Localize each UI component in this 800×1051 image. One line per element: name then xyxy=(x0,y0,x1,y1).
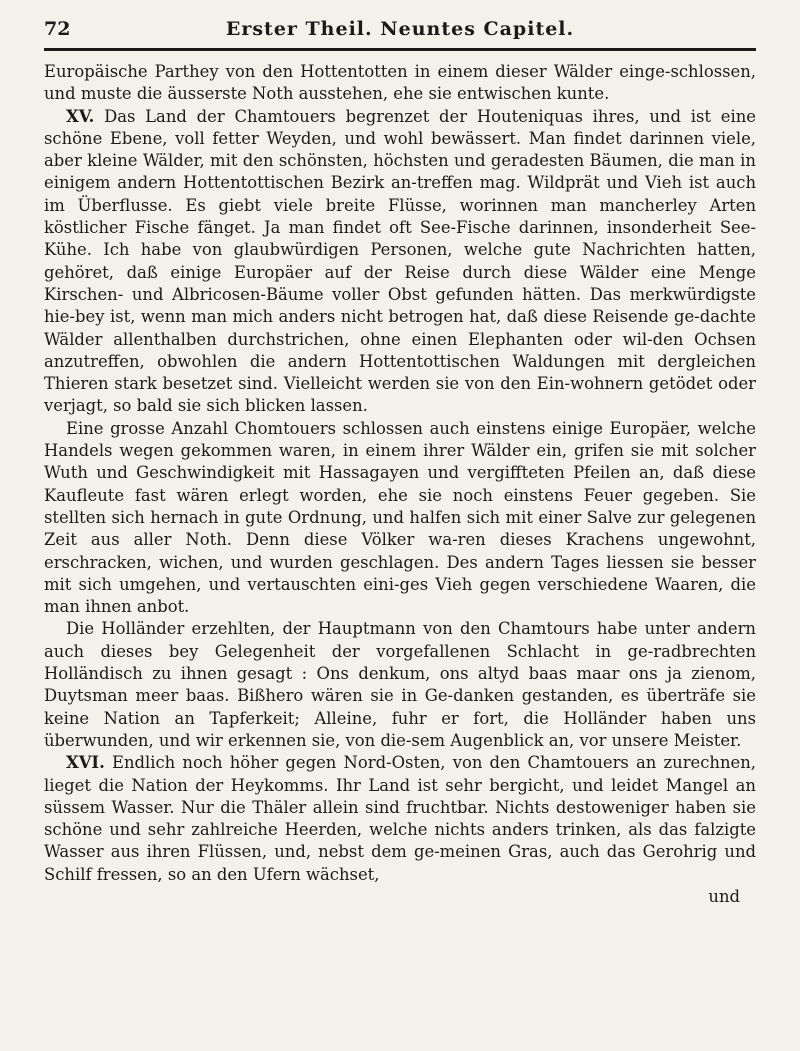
paragraph-text: Europäische Parthey von den Hottentotten in einem dieser Wälder einge-schlossen, und muste die äusserste Noth ausstehen, ehe sie entwischen kunte. xyxy=(44,62,756,104)
paragraph-text: Das Land der Chamtouers begrenzet der Houteniquas ihres, und ist eine schöne Ebene, voll fetter Weyden, und wohl bewässert. Man findet darinnen viele, aber kleine Wälder, mit den schönsten, höchsten und geradesten Bäumen, die man in einigem andern Hottentottischen Bezirk an-treffen mag. Wildprät und Vieh ist auch im Überflusse. Es giebt viele breite Flüsse, worinnen man mancherley Arten köstlicher Fische fänget. Ja man findet oft See-Fische darinnen, insonderheit See-Kühe. Ich habe von glaubwürdigen Personen, welche gute Nachrichten hatten, gehöret, daß einige Europäer auf der Reise durch diese Wälder eine Menge Kirschen- und Albricosen-Bäume voller Obst gefunden hätten. Das merkwürdigste hie-bey ist, wenn man mich anders nicht betrogen hat, daß diese Reisende ge-dachte Wälder allenthalben durchstrichen, ohne einen Elephanten oder wil-den Ochsen anzutreffen, obwohlen die andern Hottentottischen Waldungen mit dergleichen Thieren stark besetzet sind. Vielleicht werden sie von den Ein-wohnern getödet oder verjagt, so bald sie sich blicken lassen. xyxy=(44,106,756,416)
running-title: Erster Theil. Neuntes Capitel. xyxy=(225,18,575,40)
page-number: 72 xyxy=(44,18,71,40)
section-number: XV. xyxy=(66,106,95,126)
section-number: XVI. xyxy=(66,753,105,773)
paragraph-text: Eine grosse Anzahl Chomtouers schlossen auch einstens einige Europäer, welche Handels wegen gekommen waren, in einem ihrer Wälder ein, grifen sie mit solcher Wuth und Geschwindigkeit mit Hassagayen und vergiffteten Pfeilen an, daß diese Kaufleute fast wären erlegt worden, ehe sie noch einstens Feuer gegeben. Sie stellten sich hernach in gute Ordnung, und halfen sich mit einer Salve zur gelegenen Zeit aus aller Noth. Denn diese Völker wa-ren dieses Krachens ungewohnt, erschracken, wichen, und wurden geschlagen. Des andern Tages liessen sie besser mit sich umgehen, und vertauschten eini-ges Vieh gegen verschiedene Waaren, die man ihnen anbot. xyxy=(44,418,756,617)
page-body xyxy=(44,61,756,908)
paragraph-text: Endlich noch höher gegen Nord-Osten, von den Chamtouers an zurechnen, lieget die Nation der Heykomms. Ihr Land ist sehr bergicht, und leidet Mangel an süssem Wasser. Nur die Thäler allein sind fruchtbar. Nichts destoweniger haben sie schöne und sehr zahlreiche Heerden, welche nichts anders trinken, als das falzigte Wasser aus ihren Flüssen, und, nebst dem ge-meinen Gras, auch das Gerohrig und Schilf fressen, so an den Ufern wächset, xyxy=(44,753,756,884)
paragraph-section-xv xyxy=(44,106,756,418)
paragraph-text: Die Holländer erzehlten, der Hauptmann von den Chamtours habe unter andern auch dieses bey Gelegenheit der vorgefallenen Schlacht in ge-radbrechten Holländisch zu ihnen gesagt : Ons denkum, ons altyd baas maar ons ja zienom, Duytsman meer baas. Bißhero wären sie in Ge-danken gestanden, es überträfe sie keine Nation an Tapferkeit; Alleine, fuhr er fort, die Holländer haben uns überwunden, und wir erkennen sie, von die-sem Augenblick an, vor unsere Meister. xyxy=(44,619,756,750)
page-header xyxy=(44,18,756,51)
paragraph-section-xvi xyxy=(44,752,756,886)
catchword: und xyxy=(708,886,740,906)
paragraph xyxy=(44,418,756,619)
paragraph-continued xyxy=(44,61,756,106)
paragraph xyxy=(44,618,756,752)
